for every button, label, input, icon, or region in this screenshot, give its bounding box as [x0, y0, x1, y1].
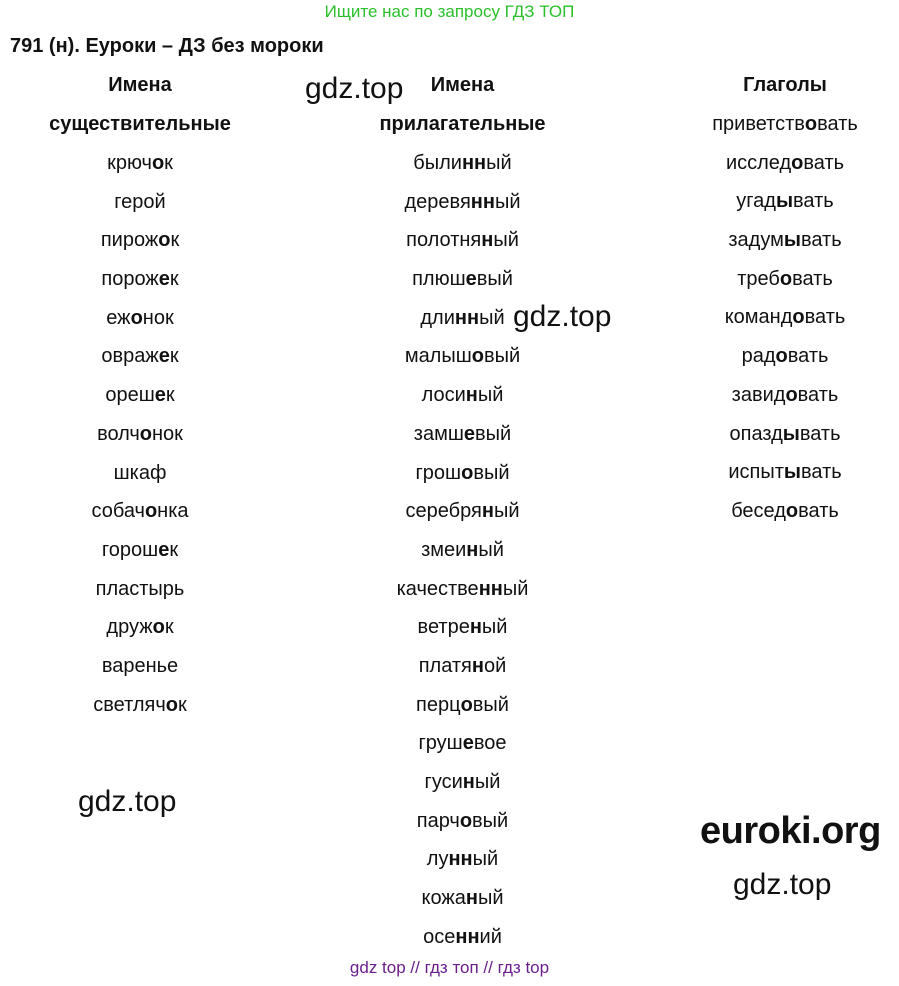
- word-part: собач: [91, 500, 145, 523]
- word-part: полотня: [406, 229, 482, 252]
- word-part: ый: [477, 887, 504, 910]
- word-item: [340, 419, 585, 458]
- word-part: деревя: [404, 190, 471, 213]
- word-item: [340, 728, 585, 767]
- word-highlight: о: [460, 693, 473, 716]
- column-header: прилагательные: [379, 113, 546, 135]
- word-highlight: о: [158, 229, 171, 252]
- word-part: ый: [493, 500, 520, 523]
- word-highlight: н: [481, 229, 494, 252]
- word-highlight: о: [144, 500, 158, 523]
- word-part: груш: [418, 732, 463, 755]
- word-part: вое: [473, 732, 507, 755]
- word-part: лоси: [421, 384, 466, 407]
- word-item: [660, 302, 899, 341]
- word-part: приветств: [712, 113, 805, 135]
- word-item: [20, 612, 260, 651]
- word-highlight: о: [130, 306, 143, 329]
- word-part: к: [170, 229, 180, 252]
- word-part: ый: [478, 538, 504, 561]
- word-item: [340, 806, 585, 845]
- watermark: gdz.top: [305, 72, 404, 105]
- word-part: осе: [423, 925, 456, 948]
- word-highlight: о: [785, 499, 799, 522]
- word-highlight: ы: [775, 190, 794, 213]
- word-highlight: нн: [461, 152, 487, 174]
- word-highlight: нн: [455, 925, 480, 948]
- word-item: [20, 651, 260, 690]
- word-part: ветре: [417, 616, 470, 639]
- word-highlight: е: [463, 422, 476, 445]
- word-highlight: н: [462, 771, 475, 793]
- word-item: [660, 419, 899, 458]
- word-item: [20, 225, 260, 264]
- word-item: [340, 767, 585, 806]
- word-part: еж: [106, 306, 131, 329]
- word-part: угад: [736, 190, 776, 213]
- word-highlight: е: [465, 268, 477, 291]
- word-part: бесед: [731, 499, 786, 522]
- word-item: [340, 535, 585, 574]
- word-part: пластырь: [95, 577, 185, 600]
- euroki-logo: euroki.org: [700, 810, 881, 852]
- word-part: пирож: [100, 229, 159, 252]
- word-highlight: н: [465, 384, 478, 407]
- word-item: [660, 457, 899, 496]
- word-part: к: [169, 268, 179, 291]
- word-part: гуси: [424, 771, 463, 793]
- word-part: к: [177, 693, 187, 716]
- word-highlight: нн: [478, 577, 503, 600]
- nouns-column: [20, 70, 260, 728]
- word-highlight: н: [466, 538, 479, 561]
- word-highlight: н: [471, 654, 484, 677]
- word-part: вать: [817, 113, 858, 135]
- word-item: [20, 458, 260, 497]
- word-highlight: е: [158, 345, 170, 368]
- top-banner: Ищите нас по запросу ГДЗ ТОП: [324, 2, 575, 21]
- word-highlight: о: [775, 345, 788, 368]
- word-part: ый: [474, 771, 501, 793]
- word-item: [340, 341, 585, 380]
- word-highlight: н: [465, 887, 478, 910]
- word-item: [660, 148, 899, 187]
- word-highlight: о: [165, 693, 178, 716]
- word-part: ый: [481, 616, 508, 639]
- word-item: [660, 264, 899, 303]
- word-part: треб: [737, 267, 780, 290]
- word-item: [660, 186, 899, 225]
- word-part: ореш: [105, 384, 155, 407]
- word-part: ый: [502, 577, 529, 600]
- word-highlight: о: [785, 383, 798, 406]
- word-highlight: о: [459, 809, 473, 832]
- word-part: нок: [142, 306, 174, 329]
- word-part: перц: [416, 693, 461, 716]
- word-part: вать: [799, 422, 841, 445]
- word-part: задум: [728, 229, 784, 252]
- word-highlight: о: [471, 345, 484, 368]
- word-item: [340, 148, 585, 187]
- word-part: вать: [792, 267, 833, 290]
- word-highlight: е: [158, 538, 170, 561]
- word-item: [340, 612, 585, 651]
- word-part: кожа: [421, 887, 466, 910]
- word-item: [340, 225, 585, 264]
- word-part: светляч: [93, 693, 166, 716]
- word-item: [20, 690, 260, 729]
- watermark: gdz.top: [78, 785, 177, 818]
- word-item: [340, 380, 585, 419]
- word-item: [340, 187, 585, 226]
- word-part: волч: [97, 422, 140, 445]
- word-item: [340, 496, 585, 535]
- word-part: вать: [793, 190, 834, 213]
- word-item: [340, 651, 585, 690]
- word-part: ый: [472, 848, 499, 871]
- word-highlight: ы: [782, 422, 800, 445]
- word-part: опазд: [729, 422, 783, 445]
- word-part: к: [169, 345, 179, 368]
- word-item: [20, 341, 260, 380]
- word-part: испыт: [728, 461, 784, 484]
- column-header: Имена: [108, 74, 172, 96]
- word-part: ый: [479, 306, 505, 329]
- word-highlight: о: [152, 616, 165, 639]
- word-part: овраж: [101, 345, 159, 368]
- word-item: [20, 380, 260, 419]
- word-part: ий: [479, 925, 502, 948]
- word-part: крюч: [107, 152, 152, 174]
- watermark: gdz.top: [733, 868, 832, 901]
- word-part: малыш: [404, 345, 472, 368]
- word-part: рад: [741, 345, 776, 368]
- word-part: нка: [157, 500, 189, 523]
- word-item: [340, 690, 585, 729]
- word-highlight: о: [779, 267, 793, 290]
- word-part: команд: [724, 306, 793, 329]
- word-highlight: о: [791, 151, 804, 174]
- word-part: грош: [415, 461, 462, 484]
- word-part: вать: [798, 499, 839, 522]
- word-part: плюш: [412, 268, 466, 291]
- word-part: вать: [787, 345, 829, 368]
- column-header: Глаголы: [743, 74, 827, 96]
- word-part: горош: [101, 538, 159, 561]
- word-part: вать: [797, 383, 839, 406]
- word-highlight: о: [792, 306, 805, 329]
- word-part: вать: [800, 461, 842, 484]
- word-highlight: н: [469, 616, 482, 639]
- word-item: [20, 535, 260, 574]
- word-part: вать: [800, 229, 842, 252]
- word-item: [340, 883, 585, 922]
- word-part: платя: [418, 654, 472, 677]
- word-part: замш: [413, 422, 464, 445]
- word-highlight: е: [158, 268, 170, 291]
- word-part: змеи: [421, 538, 467, 561]
- word-part: к: [164, 616, 174, 639]
- word-highlight: нн: [448, 848, 473, 871]
- word-item: [20, 303, 260, 342]
- word-item: [660, 109, 899, 148]
- word-item: [340, 922, 585, 961]
- word-item: [20, 187, 260, 226]
- word-part: вать: [803, 151, 845, 174]
- word-part: ый: [477, 384, 504, 407]
- word-part: качестве: [396, 577, 479, 600]
- word-item: [660, 341, 899, 380]
- adjectives-column: [340, 70, 585, 960]
- word-highlight: о: [139, 422, 153, 445]
- word-part: к: [165, 384, 175, 407]
- word-part: варенье: [101, 654, 179, 677]
- word-part: к: [169, 538, 179, 561]
- word-highlight: нн: [454, 306, 480, 329]
- word-highlight: е: [154, 384, 166, 407]
- word-item: [660, 380, 899, 419]
- word-part: вый: [475, 422, 512, 445]
- word-part: друж: [106, 616, 153, 639]
- word-part: ый: [494, 190, 521, 213]
- column-header: существительные: [49, 113, 231, 135]
- word-highlight: ы: [783, 229, 801, 252]
- word-highlight: е: [462, 732, 474, 755]
- word-highlight: н: [481, 500, 494, 523]
- word-part: шкаф: [113, 461, 167, 484]
- footer-links: gdz top // гдз топ // гдз top: [349, 958, 550, 977]
- word-item: [20, 496, 260, 535]
- word-part: вый: [476, 268, 513, 291]
- word-part: нок: [152, 422, 183, 445]
- word-part: дли: [420, 306, 455, 329]
- verbs-column: [660, 70, 899, 535]
- word-part: серебря: [405, 500, 482, 523]
- word-item: [340, 844, 585, 883]
- word-item: [20, 574, 260, 613]
- exercise-heading: 791 (н). Еуроки – ДЗ без мороки: [10, 35, 324, 57]
- word-item: [20, 264, 260, 303]
- watermark: gdz.top: [513, 300, 612, 333]
- word-part: вый: [472, 809, 509, 832]
- word-highlight: ы: [783, 461, 801, 484]
- word-part: вый: [472, 693, 509, 716]
- word-part: ый: [486, 152, 512, 174]
- word-part: вать: [804, 306, 846, 329]
- word-part: исслед: [725, 151, 792, 174]
- column-header: Имена: [430, 74, 495, 96]
- word-part: были: [413, 152, 462, 174]
- word-item: [340, 458, 585, 497]
- word-part: к: [164, 152, 173, 174]
- word-highlight: о: [151, 152, 165, 174]
- word-item: [340, 574, 585, 613]
- word-part: вый: [473, 461, 510, 484]
- word-item: [660, 225, 899, 264]
- word-part: герой: [114, 190, 166, 213]
- word-item: [20, 419, 260, 458]
- word-part: порож: [101, 268, 159, 291]
- word-item: [340, 264, 585, 303]
- word-item: [660, 496, 899, 535]
- word-part: завид: [731, 383, 786, 406]
- word-part: ой: [483, 654, 507, 677]
- word-highlight: о: [461, 461, 474, 484]
- word-item: [20, 148, 260, 187]
- word-part: парч: [416, 809, 460, 832]
- word-part: ый: [493, 229, 519, 252]
- word-part: лу: [426, 848, 449, 871]
- word-part: вый: [484, 345, 521, 368]
- word-highlight: нн: [470, 190, 495, 213]
- word-highlight: о: [804, 113, 818, 135]
